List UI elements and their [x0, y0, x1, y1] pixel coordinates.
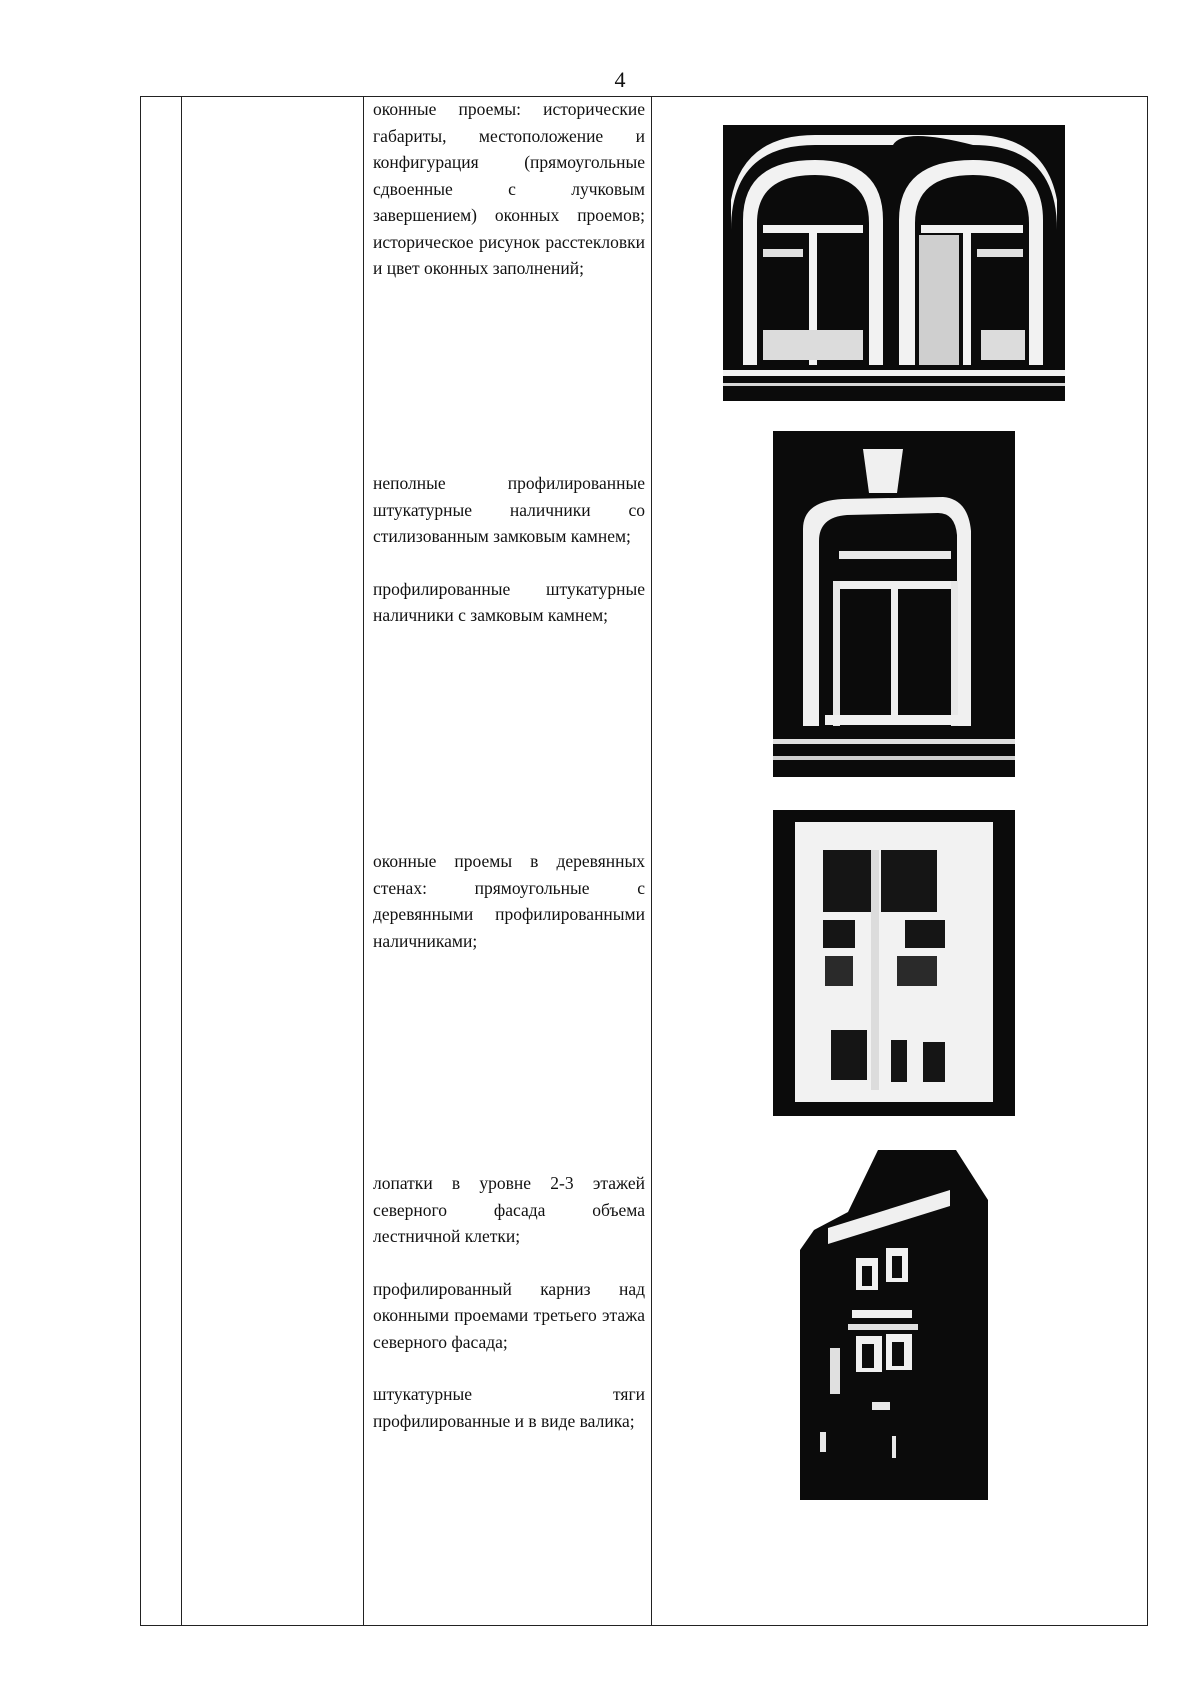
- row-4-text: [373, 1170, 645, 1434]
- row-4-paragraph-2: профилированный карниз над оконными проемами третьего этажа северного фасада;: [373, 1278, 645, 1352]
- column-divider: [181, 97, 182, 1625]
- window-keystone-photo: [773, 431, 1015, 777]
- row-2-paragraph-1: неполные профилированные штукатурные наличники со стилизованным замковым камнем;: [373, 473, 645, 546]
- double-arched-window-photo: [723, 125, 1065, 401]
- row-4-paragraph-3: штукатурные тяги профилированные и в виде валика;: [373, 1384, 645, 1431]
- row-4-paragraph-1: лопатки в уровне 2-3 этажей северного фасада объема лестничной клетки;: [373, 1173, 645, 1246]
- row-3-paragraph-1: оконные проемы в деревянных стенах: прямоугольные с деревянными профилированными наличниками;: [373, 851, 645, 951]
- page-number: 4: [614, 67, 626, 92]
- row-1-paragraph-1: оконные проемы: исторические габариты, местоположение и конфигурация (прямоугольные сдвоенные с лучковым завершением) оконных проемов; историческое рисунок расстекловки и цвет оконных заполнений;: [373, 99, 645, 278]
- row-2-text: [373, 470, 645, 629]
- column-divider: [651, 97, 652, 1625]
- row-3-text: [373, 848, 645, 954]
- stairwell-facade-photo: [800, 1150, 988, 1500]
- wooden-window-photo: [773, 810, 1015, 1116]
- row-2-paragraph-2: профилированные штукатурные наличники с замковым камнем;: [373, 578, 645, 625]
- row-1-text: [373, 96, 645, 282]
- column-divider: [363, 97, 364, 1625]
